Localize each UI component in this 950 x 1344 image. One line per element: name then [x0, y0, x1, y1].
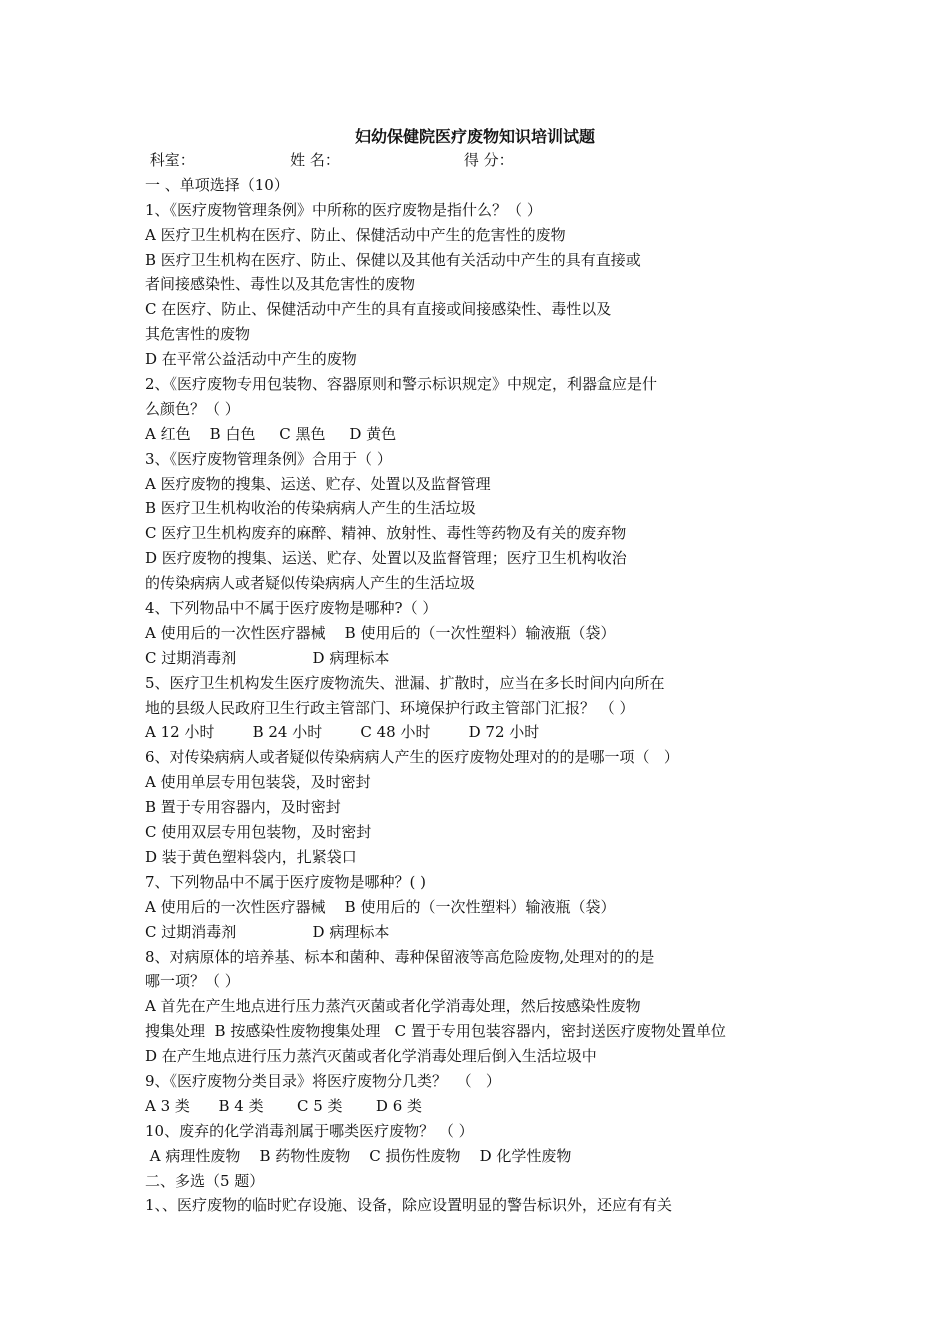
- text-line: D 在产生地点进行压力蒸汽灭菌或者化学消毒处理后倒入生活垃圾中: [145, 1047, 597, 1066]
- text-line: A 红色 B 白色 C 黑色 D 黄色: [145, 424, 397, 443]
- text-line: 的传染病病人或者疑似传染病病人产生的生活垃圾: [145, 574, 476, 593]
- text-line: 1、《医疗废物管理条例》中所称的医疗废物是指什么？（ ）: [145, 200, 542, 219]
- text-line: 1、、医疗废物的临时贮存设施、设备，除应设置明显的警告标识外，还应有有关: [145, 1196, 673, 1215]
- text-line: 二、多选（5 题）: [145, 1171, 265, 1190]
- text-line: B 医疗卫生机构在医疗、防止、保健以及其他有关活动中产生的具有直接或: [145, 250, 641, 269]
- text-line: B 医疗卫生机构收治的传染病病人产生的生活垃圾: [145, 499, 476, 518]
- text-line: A 使用后的一次性医疗器械 B 使用后的（一次性塑料）输液瓶（袋）: [145, 897, 616, 916]
- text-line: 2、《医疗废物专用包装物、容器原则和警示标识规定》中规定，利器盒应是什: [145, 375, 658, 394]
- text-line: 5、医疗卫生机构发生医疗废物流失、泄漏、扩散时，应当在多长时间内向所在: [145, 673, 665, 692]
- text-line: A 3 类 B 4 类 C 5 类 D 6 类: [145, 1096, 423, 1115]
- text-line: D 在平常公益活动中产生的废物: [145, 350, 357, 369]
- text-line: D 装于黄色塑料袋内，扎紧袋口: [145, 847, 357, 866]
- text-line: A 使用单层专用包装袋，及时密封: [145, 773, 371, 792]
- text-line: 8、对病原体的培养基、标本和菌种、毒种保留液等高危险废物,处理对的的是: [145, 947, 655, 966]
- text-line: 者间接感染性、毒性以及其危害性的废物: [145, 275, 416, 294]
- document-title: 妇幼保健院医疗废物知识培训试题: [354, 127, 595, 146]
- text-line: 6、对传染病病人或者疑似传染病病人产生的医疗废物处理对的的是哪一项（ ）: [145, 748, 679, 767]
- text-line: A 医疗废物的搜集、运送、贮存、处置以及监督管理: [145, 474, 491, 493]
- text-line: 哪一项？（ ）: [145, 972, 240, 991]
- text-line: A 首先在产生地点进行压力蒸汽灭菌或者化学消毒处理，然后按感染性废物: [145, 997, 641, 1016]
- text-line: 搜集处理 B 按感染性废物搜集处理 C 置于专用包装容器内，密封送医疗废物处置单位: [145, 1022, 726, 1041]
- text-line: 地的县级人民政府卫生行政主管部门、环境保护行政主管部门汇报？ （ ）: [145, 698, 635, 717]
- text-line: 7、下列物品中不属于医疗废物是哪种？( ): [145, 872, 427, 891]
- header-fields-line: 科室： 姓 名： 得 分：: [145, 151, 514, 169]
- text-line: D 医疗废物的搜集、运送、贮存、处置以及监督管理；医疗卫生机构收治: [145, 549, 627, 568]
- text-line: C 使用双层专用包装物，及时密封: [145, 823, 372, 842]
- text-line: C 医疗卫生机构废弃的麻醉、精神、放射性、毒性等药物及有关的废弃物: [145, 524, 627, 543]
- text-line: C 过期消毒剂 D 病理标本: [145, 922, 390, 941]
- text-line: 3、《医疗废物管理条例》合用于（ ）: [145, 449, 392, 468]
- text-line: B 置于专用容器内，及时密封: [145, 798, 341, 817]
- text-line: 4、下列物品中不属于医疗废物是哪种?（ ）: [145, 599, 438, 618]
- text-line: 一 、单项选择（10）: [145, 175, 289, 194]
- text-line: 其危害性的废物: [145, 325, 251, 344]
- text-line: A 使用后的一次性医疗器械 B 使用后的（一次性塑料）输液瓶（袋）: [145, 623, 616, 642]
- text-line: 9、《医疗废物分类目录》将医疗废物分几类？ （ ）: [145, 1071, 501, 1090]
- text-line: 么颜色？（ ）: [145, 399, 240, 418]
- text-line: A 12 小时 B 24 小时 C 48 小时 D 72 小时: [145, 723, 540, 742]
- text-line: A 病理性废物 B 药物性废物 C 损伤性废物 D 化学性废物: [145, 1146, 572, 1165]
- text-line: A 医疗卫生机构在医疗、防止、保健活动中产生的危害性的废物: [145, 225, 566, 244]
- text-line: C 过期消毒剂 D 病理标本: [145, 648, 390, 667]
- document-body: [145, 148, 905, 1218]
- text-line: C 在医疗、防止、保健活动中产生的具有直接或间接感染性、毒性以及: [145, 300, 612, 319]
- text-line: 10、废弃的化学消毒剂属于哪类医疗废物？ （ ）: [145, 1121, 474, 1140]
